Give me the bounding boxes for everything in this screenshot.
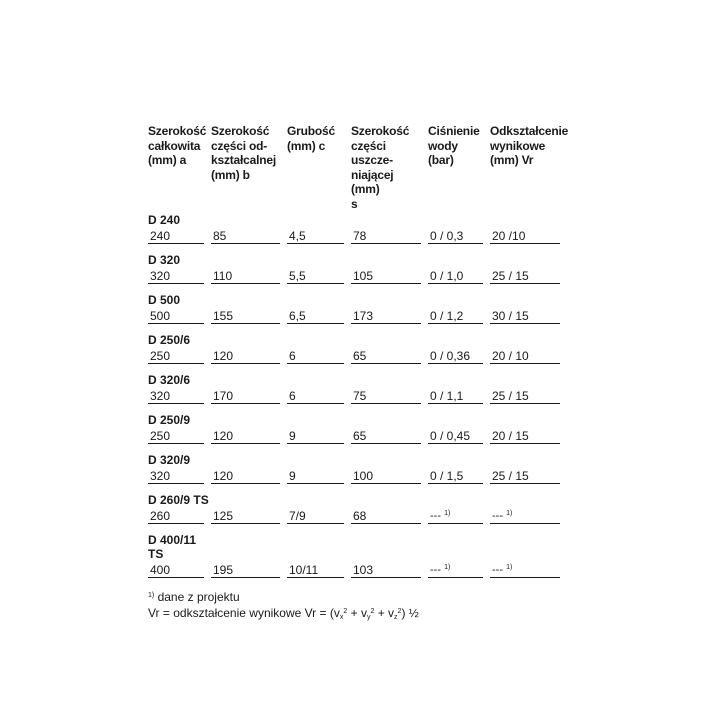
table-cell [351, 228, 428, 245]
cell-underline [211, 443, 280, 444]
table-cell [211, 268, 287, 285]
table-group [148, 531, 560, 579]
cell-value: 155 [213, 309, 234, 323]
cell-underline [490, 483, 560, 484]
table-cell [148, 308, 211, 325]
cell-value: 100 [353, 469, 374, 483]
table-cell [148, 228, 211, 245]
table-cell [287, 348, 351, 365]
cell-underline [211, 323, 280, 324]
cell-underline [287, 443, 344, 444]
cell-underline [211, 577, 280, 578]
table-cell [490, 228, 560, 245]
cell-underline [351, 403, 421, 404]
footnote-ref: 1) [444, 564, 451, 571]
cell-value: 9 [289, 469, 296, 483]
cell-value: 65 [353, 429, 367, 443]
cell-value: 6 [289, 349, 296, 363]
footnote-text: dane z projektu [157, 590, 240, 604]
cell-underline [287, 577, 344, 578]
cell-value: 120 [213, 349, 234, 363]
group-label: D 320/6 [148, 373, 191, 387]
table-cell [148, 268, 211, 285]
cell-value: 105 [353, 269, 374, 283]
table-row [148, 228, 560, 245]
cell-underline [148, 323, 204, 324]
cell-underline [351, 243, 421, 244]
cell-underline [211, 243, 280, 244]
cell-value: 0 / 0,36 [430, 349, 471, 363]
cell-underline [428, 283, 483, 284]
table-cell [287, 268, 351, 285]
cell-underline [351, 483, 421, 484]
table-cell [287, 308, 351, 325]
cell-underline [287, 283, 344, 284]
table-cell [148, 348, 211, 365]
table-group [148, 331, 560, 365]
cell-value: 20 /10 [492, 229, 526, 243]
group-label: D 250/6 [148, 333, 191, 347]
cell-value: 20 / 15 [492, 429, 529, 443]
cell-underline [148, 403, 204, 404]
group-label: D 250/9 [148, 413, 191, 427]
cell-value: 120 [213, 469, 234, 483]
table-cell [287, 508, 351, 525]
table-cell [148, 468, 211, 485]
table-row [148, 388, 560, 405]
cell-value: 78 [353, 229, 367, 243]
footnote-ref: 1) [506, 510, 513, 517]
cell-underline [148, 283, 204, 284]
cell-underline [211, 523, 280, 524]
cell-underline [490, 577, 560, 578]
cell-value: --- [492, 564, 503, 576]
group-label: D 240 [148, 213, 181, 227]
table-cell [428, 562, 490, 579]
cell-underline [490, 523, 560, 524]
table-cell [428, 428, 490, 445]
table-cell [148, 428, 211, 445]
cell-value: 30 / 15 [492, 309, 529, 323]
cell-underline [428, 483, 483, 484]
cell-underline [428, 403, 483, 404]
cell-value: 6,5 [289, 309, 306, 323]
cell-value: 173 [353, 309, 374, 323]
table-cell [490, 348, 560, 365]
table-row [148, 268, 560, 285]
table-cell [287, 228, 351, 245]
cell-underline [148, 363, 204, 364]
cell-underline [148, 483, 204, 484]
cell-value: 110 [213, 269, 233, 283]
group-label: D 400/11 TS [148, 533, 197, 561]
cell-value: 240 [150, 229, 171, 243]
table-cell [428, 388, 490, 405]
table-cell [211, 308, 287, 325]
cell-underline [428, 577, 483, 578]
cell-value: 320 [150, 469, 171, 483]
cell-underline [490, 243, 560, 244]
cell-value: 0 / 1,5 [430, 469, 464, 483]
header-total-width: Szerokość całkowita (mm) a [148, 124, 207, 167]
cell-value: 260 [150, 509, 171, 523]
cell-value: 250 [150, 429, 171, 443]
cell-value: 170 [213, 389, 234, 403]
cell-underline [148, 523, 204, 524]
table-cell [351, 268, 428, 285]
table-cell [211, 348, 287, 365]
cell-underline [428, 323, 483, 324]
table-cell [428, 308, 490, 325]
cell-underline [428, 443, 483, 444]
cell-value: --- [492, 510, 503, 522]
cell-underline [287, 483, 344, 484]
cell-underline [351, 523, 421, 524]
table-cell [351, 468, 428, 485]
table-row [148, 308, 560, 325]
cell-underline [287, 523, 344, 524]
table-group [148, 451, 560, 485]
header-water-pressure: Ciśnienie wody (bar) [428, 124, 480, 167]
cell-value: 195 [213, 563, 234, 577]
table-cell [287, 562, 351, 579]
table-cell [428, 508, 490, 525]
table-cell [490, 308, 560, 325]
document [148, 124, 569, 621]
table-cell [211, 388, 287, 405]
table-row [148, 508, 560, 525]
table-group [148, 251, 560, 285]
table-cell [148, 508, 211, 525]
table-cell [148, 388, 211, 405]
table-row [148, 348, 560, 365]
table-cell [490, 562, 560, 579]
cell-value: 4,5 [289, 229, 306, 243]
cell-underline [490, 403, 560, 404]
table-cell [211, 428, 287, 445]
group-label: D 320 [148, 253, 181, 267]
table-cell [211, 562, 287, 579]
table-cell [490, 268, 560, 285]
cell-underline [428, 243, 483, 244]
footnote-ref: 1) [444, 510, 451, 517]
table-cell [428, 348, 490, 365]
cell-value: --- [430, 510, 441, 522]
cell-value: 0 / 1,0 [430, 269, 464, 283]
table-cell [351, 388, 428, 405]
cell-underline [287, 363, 344, 364]
cell-value: 250 [150, 349, 171, 363]
group-label: D 320/9 [148, 453, 191, 467]
cell-value: 20 / 10 [492, 349, 529, 363]
cell-value: 103 [353, 563, 374, 577]
header-sealing-width: Szerokość części uszcze- niającej (mm) s [351, 124, 410, 211]
cell-underline [211, 403, 280, 404]
table-header [148, 124, 569, 211]
cell-underline [490, 283, 560, 284]
table-cell [490, 388, 560, 405]
cell-underline [351, 323, 421, 324]
cell-underline [148, 443, 204, 444]
cell-underline [211, 283, 280, 284]
table-body [148, 211, 560, 579]
cell-value: 7/9 [289, 509, 306, 523]
cell-underline [490, 323, 560, 324]
cell-value: 85 [213, 229, 227, 243]
cell-underline [428, 523, 483, 524]
table-cell [490, 468, 560, 485]
table-cell [428, 228, 490, 245]
cell-value: 10/11 [289, 563, 319, 577]
table-cell [351, 428, 428, 445]
table-group [148, 491, 560, 525]
cell-underline [351, 443, 421, 444]
table-group [148, 291, 560, 325]
cell-underline [211, 363, 280, 364]
table-cell [428, 268, 490, 285]
cell-value: 65 [353, 349, 367, 363]
table-cell [287, 468, 351, 485]
cell-underline [287, 403, 344, 404]
cell-value: 320 [150, 389, 171, 403]
cell-value: 68 [353, 509, 367, 523]
cell-underline [351, 283, 421, 284]
header-resulting-deformation: Odkształcenie wynikowe (mm) Vr [490, 124, 569, 167]
table-row [148, 562, 560, 579]
cell-underline [287, 323, 344, 324]
cell-underline [287, 243, 344, 244]
cell-value: 25 / 15 [492, 469, 529, 483]
cell-value: 400 [150, 563, 171, 577]
table-cell [148, 562, 211, 579]
cell-value: 6 [289, 389, 296, 403]
cell-value: --- [430, 564, 441, 576]
cell-value: 0 / 1,2 [430, 309, 464, 323]
table-cell [428, 468, 490, 485]
cell-value: 125 [213, 509, 234, 523]
cell-underline [351, 577, 421, 578]
table-cell [287, 428, 351, 445]
cell-underline [490, 443, 560, 444]
cell-underline [148, 243, 204, 244]
cell-underline [148, 577, 204, 578]
cell-value: 120 [213, 429, 234, 443]
table-cell [211, 508, 287, 525]
table-cell [351, 348, 428, 365]
table-cell [211, 468, 287, 485]
cell-value: 9 [289, 429, 296, 443]
header-deformable-width: Szerokość części od- kształcalnej (mm) b [211, 124, 276, 182]
cell-value: 5,5 [289, 269, 306, 283]
header-thickness: Grubość (mm) c [287, 124, 335, 153]
cell-value: 0 / 0,45 [430, 429, 471, 443]
cell-value: 0 / 1,1 [430, 389, 464, 403]
table-group [148, 371, 560, 405]
table-cell [287, 388, 351, 405]
cell-value: 25 / 15 [492, 269, 529, 283]
table-group [148, 411, 560, 445]
cell-value: 0 / 0,3 [430, 229, 464, 243]
table-cell [351, 308, 428, 325]
table-cell [351, 508, 428, 525]
cell-underline [428, 363, 483, 364]
formula: Vr = odkształcenie wynikowe $Vr = (v_x^2 + v_y^2 + v_z^2)$ ½ [148, 606, 419, 621]
footnote-marker: 1) [148, 592, 155, 599]
cell-value: 25 / 15 [492, 389, 529, 403]
table-row [148, 428, 560, 445]
cell-underline [490, 363, 560, 364]
cell-underline [211, 483, 280, 484]
table-cell [490, 508, 560, 525]
table-cell [211, 228, 287, 245]
group-label: D 260/9 TS [148, 493, 209, 507]
cell-value: 320 [150, 269, 171, 283]
table-cell [351, 562, 428, 579]
footnote-ref: 1) [506, 564, 513, 571]
group-label: D 500 [148, 293, 181, 307]
cell-value: 500 [150, 309, 171, 323]
cell-underline [351, 363, 421, 364]
footnote [148, 589, 560, 605]
table-group [148, 211, 560, 245]
table-cell [490, 428, 560, 445]
table-row [148, 468, 560, 485]
notes [148, 589, 560, 621]
cell-value: 75 [353, 389, 367, 403]
